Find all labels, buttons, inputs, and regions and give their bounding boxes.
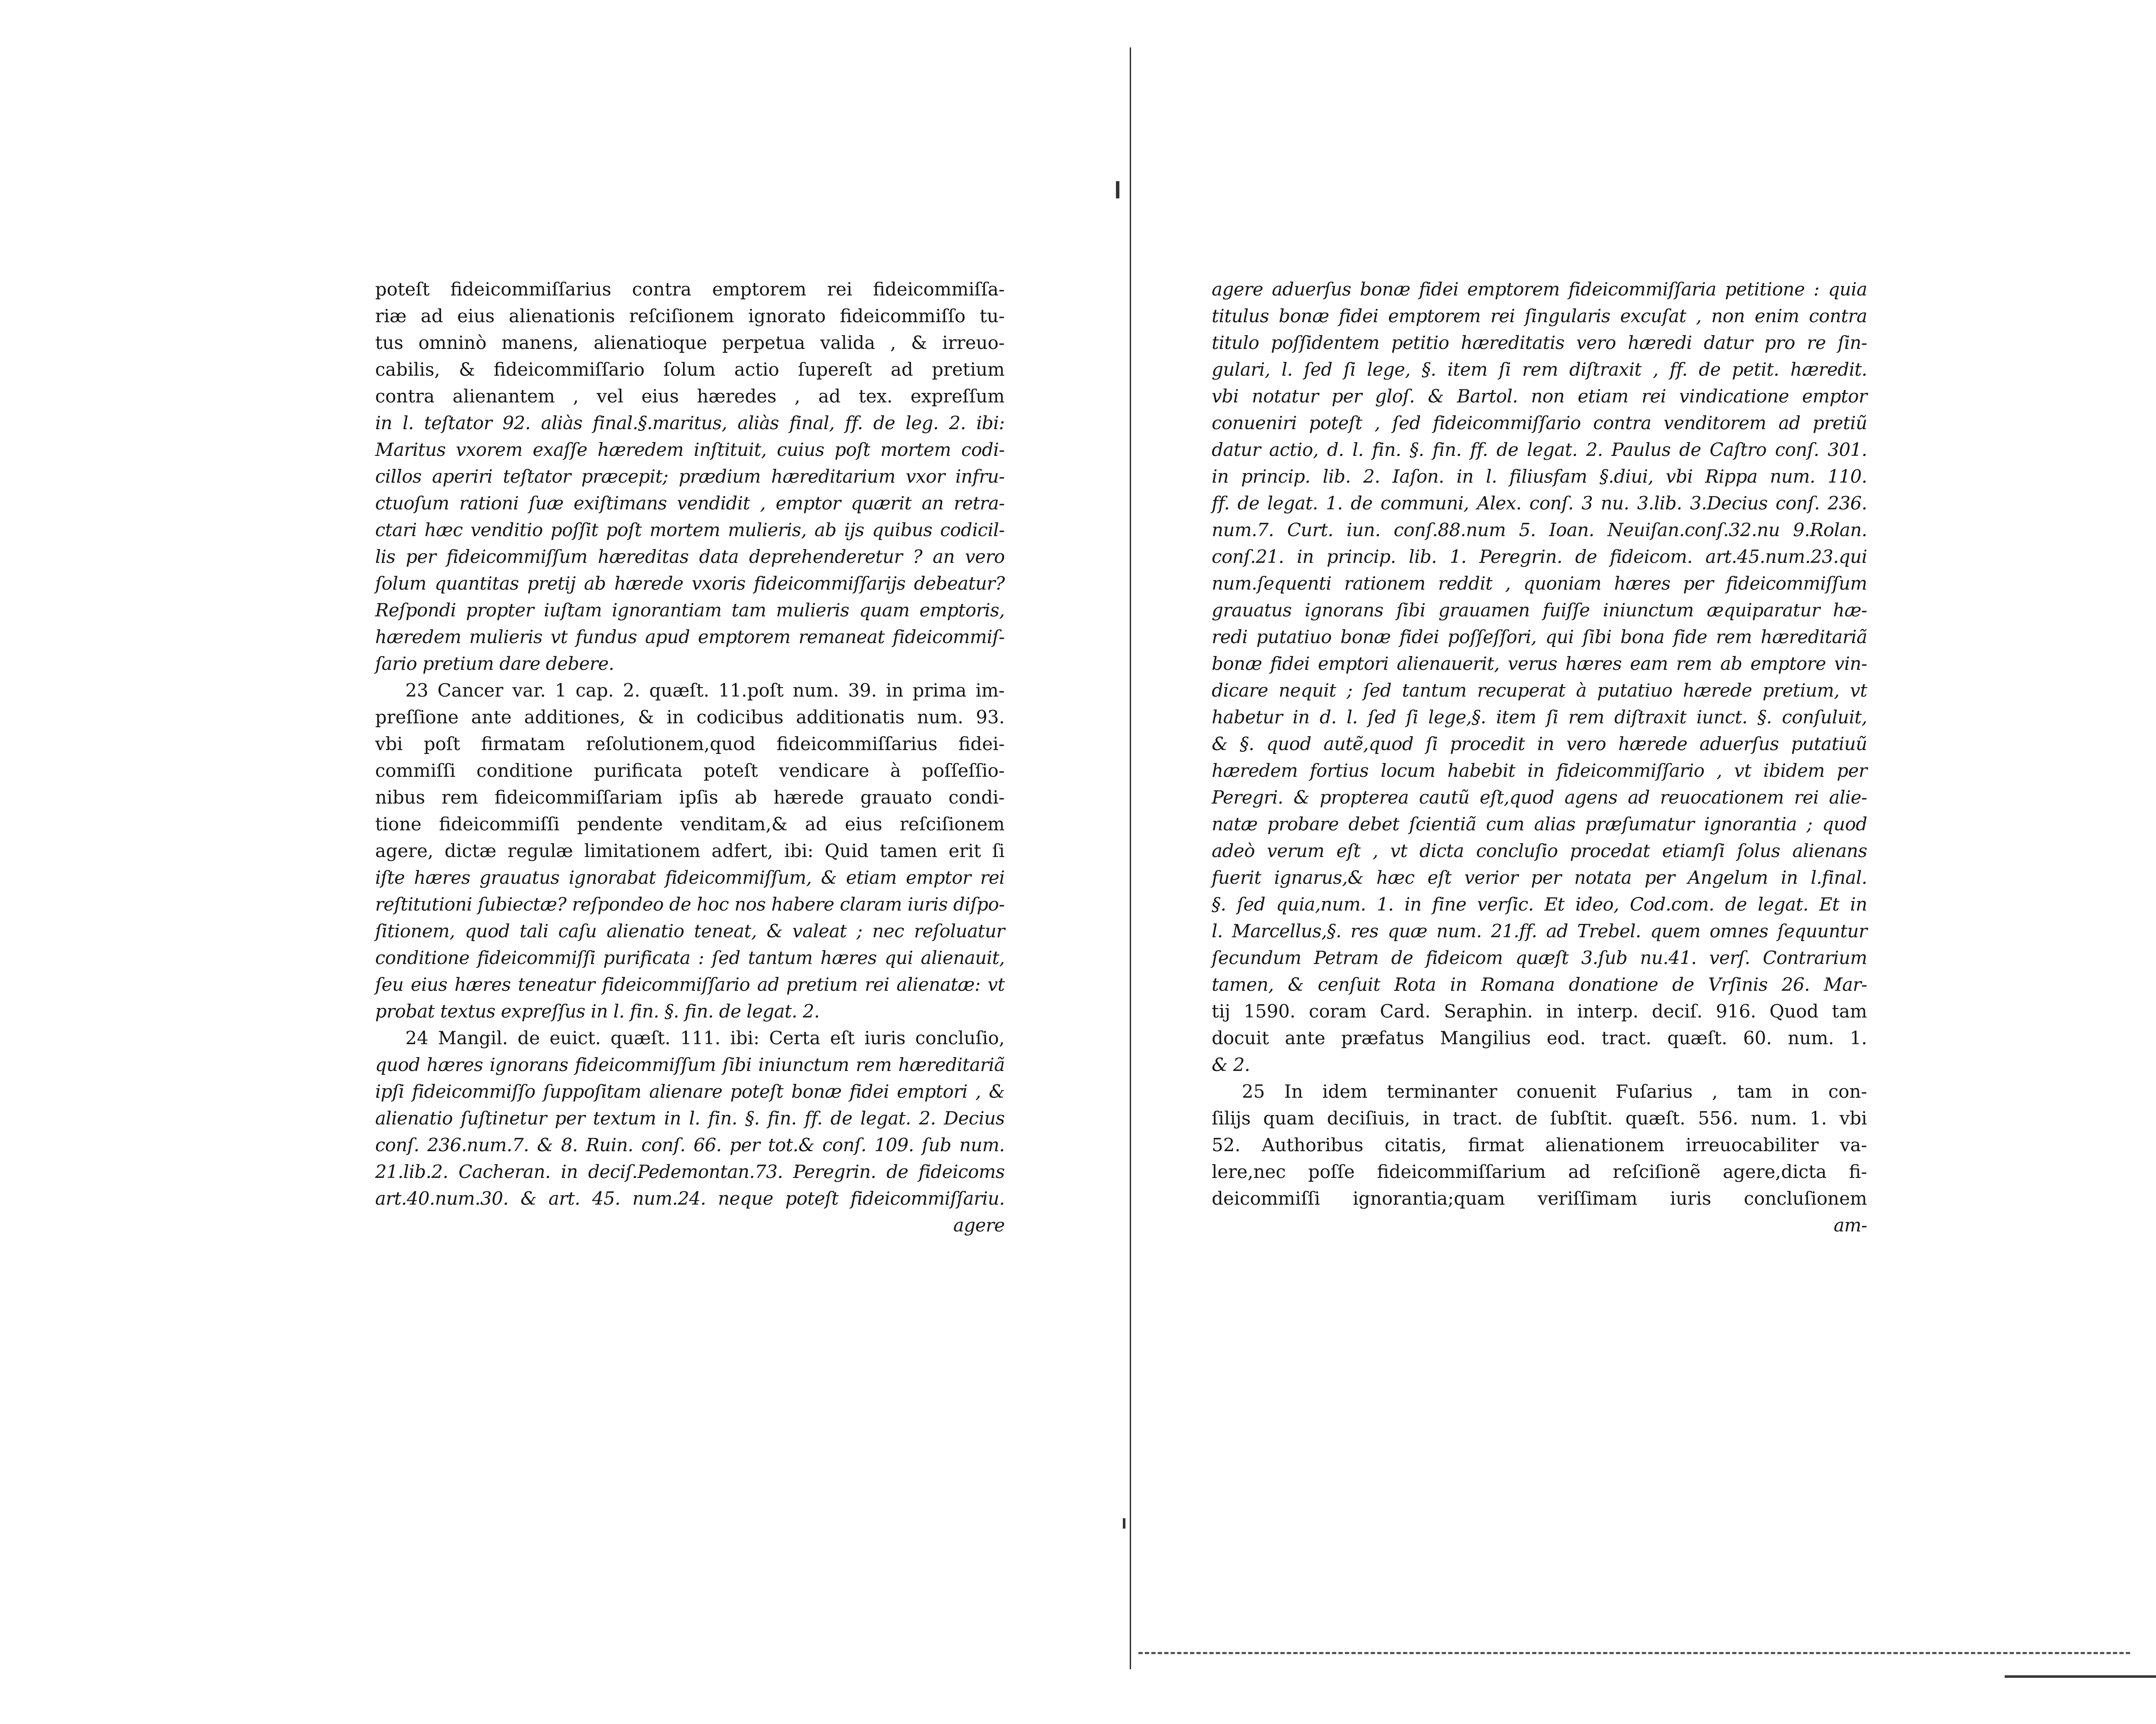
text-line: ſecundum Petram de fideicom quæſt 3.ſub nu.41. verſ. Contrarium — [1212, 947, 1867, 968]
text-line: 23 Cancer var. 1 cap. 2. quæſt. 11.poſt num. 39. in prima im- — [405, 680, 1005, 701]
text-line: §. ſed quia,num. 1. in fine verſic. Et ideo, Cod.com. de legat. Et in — [1212, 894, 1867, 915]
text-line: ipſi fideicommiſſo ſuppoſitam alienare poteſt bonæ fidei emptori , & — [375, 1081, 1005, 1102]
text-line: alienatio ſuſtinetur per textum in l. fin. §. fin. ff. de legat. 2. Decius — [375, 1108, 1005, 1129]
text-line: conſ. 236.num.7. & 8. Ruin. conſ. 66. per tot.& conſ. 109. ſub num. — [375, 1134, 1005, 1156]
text-line: datur actio, d. l. fin. §. fin. ff. de legat. 2. Paulus de Caſtro conſ. 301. — [1212, 439, 1867, 460]
text-line: in princip. lib. 2. Iaſon. in l. filiusfam §.diui, vbi Rippa num. 110. — [1212, 466, 1867, 487]
text-line: tij 1590. coram Card. Seraphin. in interp. deciſ. 916. Quod tam — [1212, 1001, 1867, 1022]
text-line: & §. quod autẽ,quod ſi procedit in vero hærede aduerſus putatiuũ — [1212, 733, 1867, 754]
text-line: bonæ fidei emptori alienauerit, verus hæres eam rem ab emptore vin- — [1212, 653, 1867, 674]
text-line: vbi notatur per gloſ. & Bartol. non etiam rei vindicatione emptor — [1212, 386, 1867, 407]
text-line: ſario pretium dare debere. — [375, 653, 614, 674]
catchword: agere — [953, 1215, 1005, 1236]
text-line: art.40.num.30. & art. 45. num.24. neque poteſt fideicommiſſariu. — [375, 1188, 1005, 1209]
text-line: 52. Authoribus citatis, firmat alienationem irreuocabiliter va- — [1212, 1134, 1867, 1156]
text-line: docuit ante præfatus Mangilius eod. tract. quæſt. 60. num. 1. — [1212, 1027, 1867, 1049]
text-line: cabilis, & fideicommiſſario ſolum actio ſupereſt ad pretium — [375, 359, 1005, 380]
text-line: habetur in d. l. ſed ſi lege,§. item ſi rem diſtraxit iunct. §. conſuluit, — [1212, 707, 1867, 728]
text-line: ſitionem, quod tali caſu alienatio teneat, & valeat ; nec reſoluatur — [375, 920, 1005, 942]
text-line: ff. de legat. 1. de communi, Alex. conſ. 3 nu. 3.lib. 3.Decius conſ. 236. — [1212, 493, 1867, 514]
text-line: natæ probare debet ſcientiã cum alias præſumatur ignorantia ; quod — [1212, 813, 1867, 835]
gutter-mark-bottom — [1123, 1518, 1125, 1529]
text-line: fuerit ignarus,& hæc eſt verior per notata per Angelum in l.final. — [1212, 867, 1867, 888]
right-text-column — [1212, 276, 1867, 1239]
text-line: poteſt fideicommiſſarius contra emptorem rei fideicommiſſa- — [375, 279, 1005, 300]
text-line: riæ ad eius alienationis reſciſionem ignorato fideicommiſſo tu- — [375, 305, 1005, 327]
text-line: & 2. — [1212, 1054, 1250, 1075]
text-line: tus omninò manens, alienatioque perpetua valida , & irreuo- — [375, 332, 1005, 353]
text-line: quod hæres ignorans fideicommiſſum ſibi iniunctum rem hæreditariã — [375, 1054, 1005, 1075]
text-line: lere,nec poſſe fideicommiſſarium ad reſciſionẽ agere,dicta fi- — [1212, 1161, 1867, 1182]
text-line: titulo poſſidentem petitio hæreditatis vero hæredi datur pro re ſin- — [1212, 332, 1867, 353]
text-line: in l. teſtator 92. aliàs final.§.maritus, aliàs final, ff. de leg. 2. ibi: — [375, 412, 1005, 433]
text-line: 21.lib.2. Cacheran. in deciſ.Pedemontan.73. Peregrin. de fideicoms — [375, 1161, 1005, 1182]
text-line: ſolum quantitas pretij ab hærede vxoris fideicommiſſarijs debeatur? — [375, 573, 1005, 594]
text-line: deicommiſſi ignorantia;quam veriſſimam iuris concluſionem — [1212, 1188, 1867, 1209]
text-line: commiſſi conditione purificata poteſt vendicare à poſſeſſio- — [375, 760, 1005, 781]
text-line: l. Marcellus,§. res quæ num. 21.ff. ad Trebel. quem omnes ſequuntur — [1212, 920, 1867, 942]
text-line: titulus bonæ fidei emptorem rei ſingularis excuſat , non enim contra — [1212, 305, 1867, 327]
text-line: probat textus expreſſus in l. fin. §. fin. de legat. 2. — [375, 1001, 820, 1022]
text-line: iſte hæres grauatus ignorabat fideicommiſſum, & etiam emptor rei — [375, 867, 1005, 888]
text-line: num.7. Curt. iun. conſ.88.num 5. Ioan. Neuiſan.conſ.32.nu 9.Rolan. — [1212, 519, 1867, 540]
text-line: ctuoſum rationi ſuæ exiſtimans vendidit , emptor quærit an retra- — [375, 493, 1005, 514]
text-line: grauatus ignorans ſibi grauamen fuiſſe iniunctum æquiparatur hæ- — [1212, 600, 1867, 621]
text-line: agere, dictæ regulæ limitationem adfert, ibi: Quid tamen erit ſi — [375, 840, 1005, 861]
text-line: tamen, & cenſuit Rota in Romana donatione de Vrſinis 26. Mar- — [1212, 974, 1867, 995]
catchword: am- — [1833, 1215, 1867, 1236]
text-line: Maritus vxorem exaſſe hæredem inſtituit, cuius poſt mortem codi- — [375, 439, 1005, 460]
text-line: gulari, l. ſed ſi lege, §. item ſi rem diſtraxit , ff. de petit. hæredit. — [1212, 359, 1867, 380]
text-line: Reſpondi propter iuſtam ignorantiam tam mulieris quam emptoris, — [375, 600, 1005, 621]
text-line: conditione fideicommiſſi purificata : ſed tantum hæres qui alienauit, — [375, 947, 1005, 968]
text-line: 24 Mangil. de euict. quæſt. 111. ibi: Certa eſt iuris concluſio, — [405, 1027, 1005, 1049]
text-line: preſſione ante additiones, & in codicibus additionatis num. 93. — [375, 707, 1005, 728]
text-line: agere aduerſus bonæ fidei emptorem fideicommiſſaria petitione : quia — [1212, 279, 1867, 300]
text-line: lis per fideicommiſſum hæreditas data deprehenderetur ? an vero — [375, 546, 1005, 567]
text-line: reſtitutioni ſubiectæ? reſpondeo de hoc nos habere claram iuris diſpo- — [375, 894, 1005, 915]
text-line: redi putatiuo bonæ fidei poſſeſſori, qui ſibi bona fide rem hæreditariã — [1212, 626, 1867, 647]
text-line: contra alienantem , vel eius hæredes , ad tex. expreſſum — [375, 386, 1005, 407]
text-line: nibus rem fideicommiſſariam ipſis ab hærede grauato condi- — [375, 787, 1005, 808]
text-line: hæredem mulieris vt fundus apud emptorem remaneat fideicommiſ- — [375, 626, 1005, 647]
text-line: dicare nequit ; ſed tantum recuperat à putatiuo hærede pretium, vt — [1212, 680, 1867, 701]
text-line: vbi poſt firmatam reſolutionem,quod fideicommiſſarius fidei- — [375, 733, 1005, 754]
page-edge-shadow — [2005, 142, 2156, 1678]
left-text-column — [375, 276, 1005, 1239]
text-line: cillos aperiri teſtator præcepit; prædium hæreditarium vxor infru- — [375, 466, 1005, 487]
text-line: tione fideicommiſſi pendente venditam,& ad eius reſciſionem — [375, 813, 1005, 835]
page-bottom-edge — [1138, 1652, 2130, 1654]
text-line: adeò verum eſt , vt dicta concluſio procedat etiamſi ſolus alienans — [1212, 840, 1867, 861]
text-line: Peregri. & propterea cautũ eſt,quod agens ad reuocationem rei alie- — [1212, 787, 1867, 808]
text-line: num.ſequenti rationem reddit , quoniam hæres per fideicommiſſum — [1212, 573, 1867, 594]
text-line: ctari hæc venditio poſſit poſt mortem mulieris, ab ijs quibus codicil- — [375, 519, 1005, 540]
text-line: conſ.21. in princip. lib. 1. Peregrin. de fideicom. art.45.num.23.qui — [1212, 546, 1867, 567]
text-line: ſeu eius hæres teneatur fideicommiſſario ad pretium rei alienatæ: vt — [375, 974, 1005, 995]
text-line: ſilijs quam deciſiuis, in tract. de ſubſtit. quæſt. 556. num. 1. vbi — [1212, 1108, 1867, 1129]
text-line: 25 In idem terminanter conuenit Fuſarius , tam in con- — [1242, 1081, 1867, 1102]
text-line: conueniri poteſt , ſed fideicommiſſario contra venditorem ad pretiũ — [1212, 412, 1867, 433]
text-line: hæredem fortius locum habebit in fideicommiſſario , vt ibidem per — [1212, 760, 1867, 781]
gutter-mark-top — [1116, 181, 1119, 198]
